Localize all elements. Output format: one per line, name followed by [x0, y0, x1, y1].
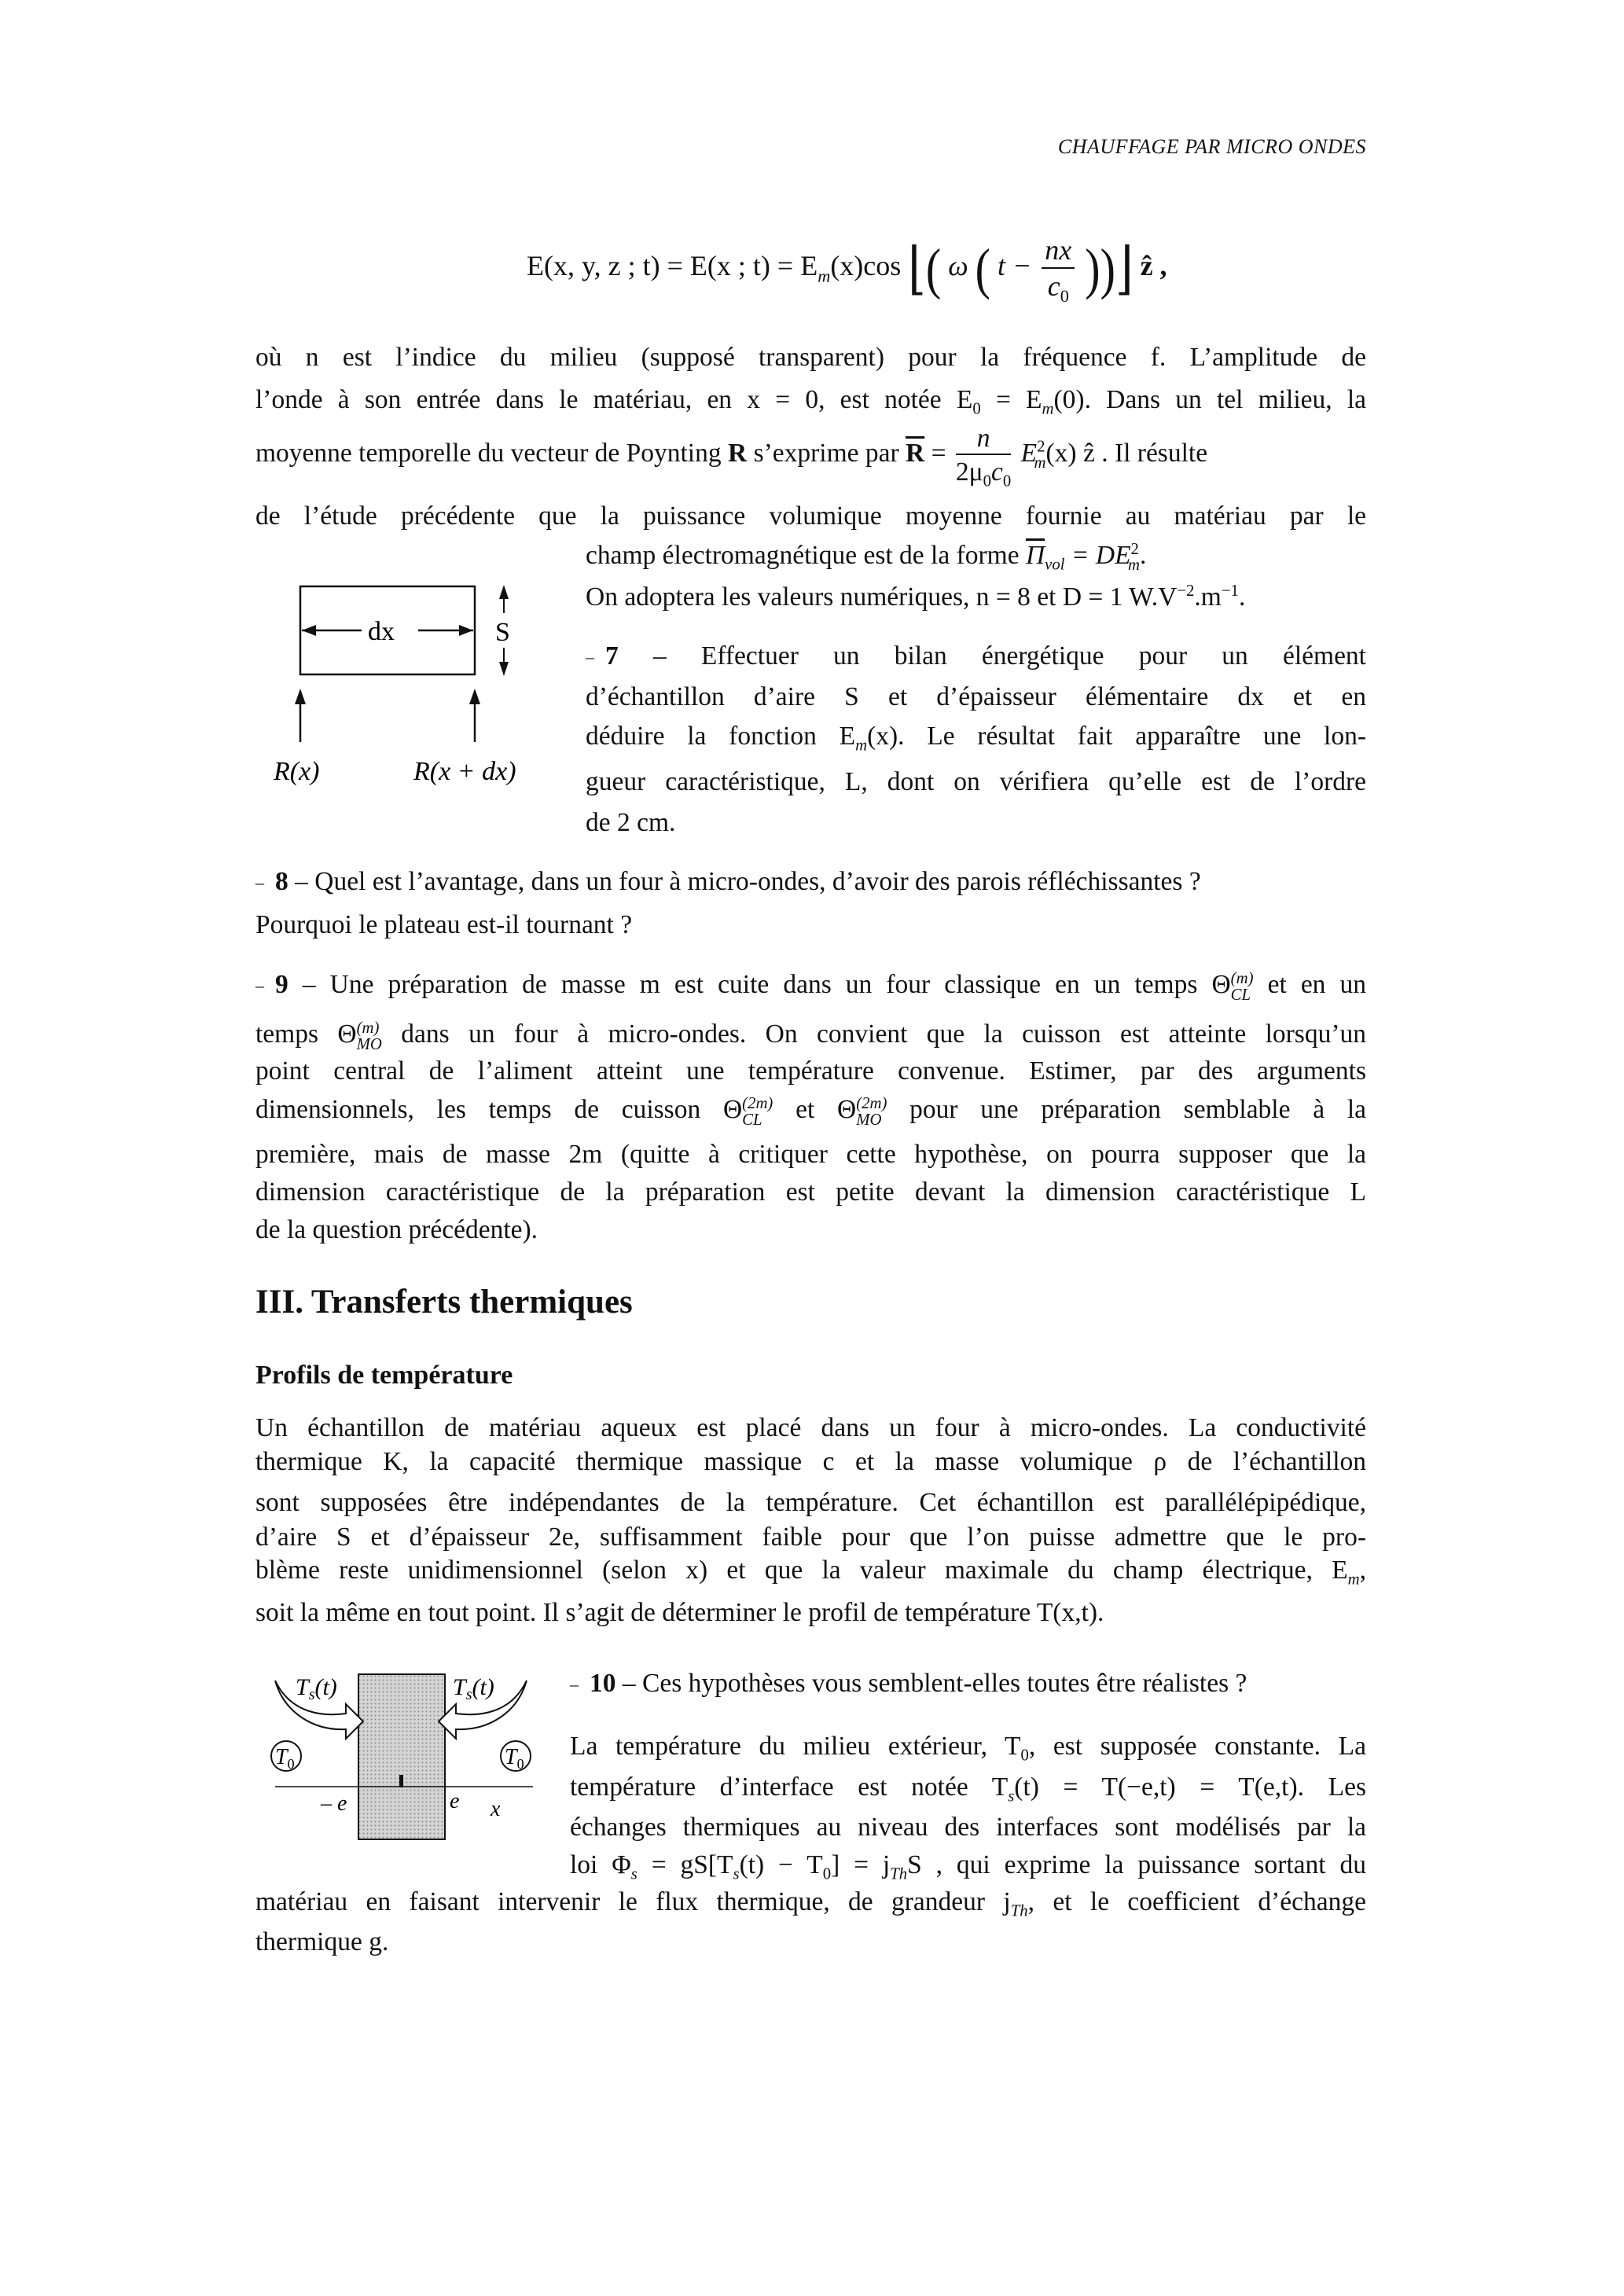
- label-S: S: [495, 618, 510, 647]
- question-8-line: – 8 – Quel est l’avantage, dans un four à micro-ondes, d’avoir des parois réfléchissantes ?: [255, 867, 1201, 896]
- figure-sample-slab: [267, 1666, 550, 1855]
- paragraph-line: gueur caractéristique, L, dont on vérifiera qu’elle est de l’ordre: [586, 767, 1366, 796]
- question-10-line: – 10 – Ces hypothèses vous semblent-elles toutes être réalistes ?: [570, 1669, 1247, 1698]
- paragraph-line: temps Θ (m) MO dans un four à micro-ondes. On convient que la cuisson est atteinte lorsqu’un: [255, 1019, 1366, 1053]
- origin-tick: [399, 1775, 403, 1787]
- dx-arrowhead-left: [302, 625, 316, 636]
- figure-slab-element: [267, 574, 566, 794]
- paragraph-line: échanges thermiques au niveau des interfaces sont modélisés par la: [570, 1813, 1366, 1842]
- paragraph-line: d’aire S et d’épaisseur 2e, suffisamment faible pour que l’on puisse admettre que le pro-: [255, 1523, 1366, 1552]
- label-x: x: [491, 1797, 501, 1821]
- label-Rx: R(x): [274, 757, 320, 786]
- paragraph-line-poynting: moyenne temporelle du vecteur de Poynting R s’exprime par $\overline{R}$ = $\frac{n}{2\mu_0c_0}$ $E^2_m(x)$ ẑ . Il résulte: [255, 424, 1208, 490]
- paragraph-line-numeric-values: On adoptera les valeurs numériques, n = 8 et D = 1 $W.V^{-2}.m^{-1}$.: [586, 581, 1246, 612]
- paragraph-line: dimension caractéristique de la préparation est petite devant la dimension caractéristique L: [255, 1177, 1366, 1207]
- s-arrowhead-up: [499, 585, 509, 599]
- s-arrowhead-down: [499, 662, 509, 676]
- label-Rxdx: R(x + dx): [413, 757, 516, 786]
- subsection-title: Profils de température: [255, 1361, 513, 1390]
- paragraph-line: l’onde à son entrée dans le matériau, en x = 0, est notée $E_0 = E_m(0)$. Dans un tel milieu, la: [255, 385, 1367, 418]
- label-e: e: [450, 1789, 460, 1813]
- dx-arrowhead-right: [459, 625, 473, 636]
- label-T0-left: $T_0$: [275, 1745, 295, 1772]
- paragraph-line: sont supposées être indépendantes de la température. Cet échantillon est parallélépipédique,: [255, 1488, 1366, 1517]
- question-7-line: – 7 – Effectuer un bilan énergétique pour un élément: [586, 641, 1366, 670]
- paragraph-line: où n est l’indice du milieu (supposé transparent) pour la fréquence f. L’amplitude de: [255, 343, 1366, 372]
- sample-slab: [358, 1674, 445, 1839]
- label-Ts-left: $T_s(t)$: [296, 1674, 337, 1703]
- paragraph-line: Un échantillon de matériau aqueux est placé dans un four à micro-ondes. La conductivité: [255, 1413, 1366, 1442]
- flux-arrowhead-right: [469, 689, 480, 704]
- paragraph-line: température d’interface est notée $T_s(t) = T(-e,t) = T(e,t)$. Les: [570, 1773, 1366, 1806]
- paragraph-line: d’échantillon d’aire S et d’épaisseur élémentaire dx et en: [586, 682, 1366, 711]
- paragraph-line: loi $\Phi_s = gS[T_s(t) - T_0] = j_{Th}S$ , qui exprime la puissance sortant du: [570, 1850, 1366, 1883]
- paragraph-line: matériau en faisant intervenir le flux thermique, de grandeur $j_{Th}$, et le coefficient d’échange: [255, 1887, 1366, 1920]
- fraction-nx-c0: $\frac{nx}{c_0}$: [1042, 236, 1075, 302]
- paragraph-line: blème reste unidimensionnel (selon x) et que la valeur maximale du champ électrique, $E_m$,: [255, 1556, 1366, 1589]
- paragraph-line: Pourquoi le plateau est-il tournant ?: [255, 910, 633, 939]
- label-dx: dx: [368, 617, 395, 646]
- question-9-line: – 9 – Une préparation de masse m est cuite dans un four classique en un temps Θ (m) CL et en un: [255, 969, 1367, 1004]
- label-minus-e: – e: [321, 1791, 347, 1816]
- paragraph-line: de 2 cm.: [586, 808, 676, 837]
- section-title: III. Transferts thermiques: [255, 1284, 633, 1321]
- label-Ts-right: $T_s(t)$: [453, 1674, 494, 1703]
- paragraph-line: point central de l’aliment atteint une température convenue. Estimer, par des arguments: [255, 1056, 1366, 1086]
- paragraph-line: de l’étude précédente que la puissance volumique moyenne fournie au matériau par le: [255, 501, 1366, 531]
- paragraph-line-power: champ électromagnétique est de la forme $\overline{\Pi}_{vol} = DE^2_m$.: [586, 539, 1147, 574]
- paragraph-line: déduire la fonction $E_m(x)$. Le résultat fait apparaître une lon-: [586, 722, 1366, 755]
- fraction-poynting: $\frac{n}{2\mu_0c_0}$: [955, 424, 1012, 490]
- paragraph-line: de la question précédente).: [255, 1215, 538, 1244]
- paragraph-line: soit la même en tout point. Il s’agit de déterminer le profil de température T(x,t).: [255, 1598, 1104, 1627]
- paragraph-line: thermique g.: [255, 1927, 389, 1956]
- running-header: CHAUFFAGE PAR MICRO ONDES: [1057, 135, 1366, 158]
- flux-arrowhead-left: [295, 689, 306, 704]
- equation-electric-field: E(x, y, z ; t) = E(x ; $t) = E_m(x)\cos$ ⌊( ω ( t − $\frac{nx}{c_0}$ ))⌋ ẑ ,: [527, 234, 1167, 306]
- paragraph-line: première, mais de masse 2m (quitte à critiquer cette hypothèse, on pourra supposer que la: [255, 1140, 1366, 1169]
- paragraph-line: dimensionnels, les temps de cuisson Θ (2m) CL et Θ (2m) MO pour une préparation semblable à la: [255, 1094, 1366, 1129]
- paragraph-line: La température du milieu extérieur, $T_0$, est supposée constante. La: [570, 1732, 1366, 1765]
- label-T0-right: $T_0$: [505, 1745, 524, 1772]
- paragraph-line: thermique K, la capacité thermique massique c et la masse volumique ρ de l’échantillon: [255, 1447, 1366, 1476]
